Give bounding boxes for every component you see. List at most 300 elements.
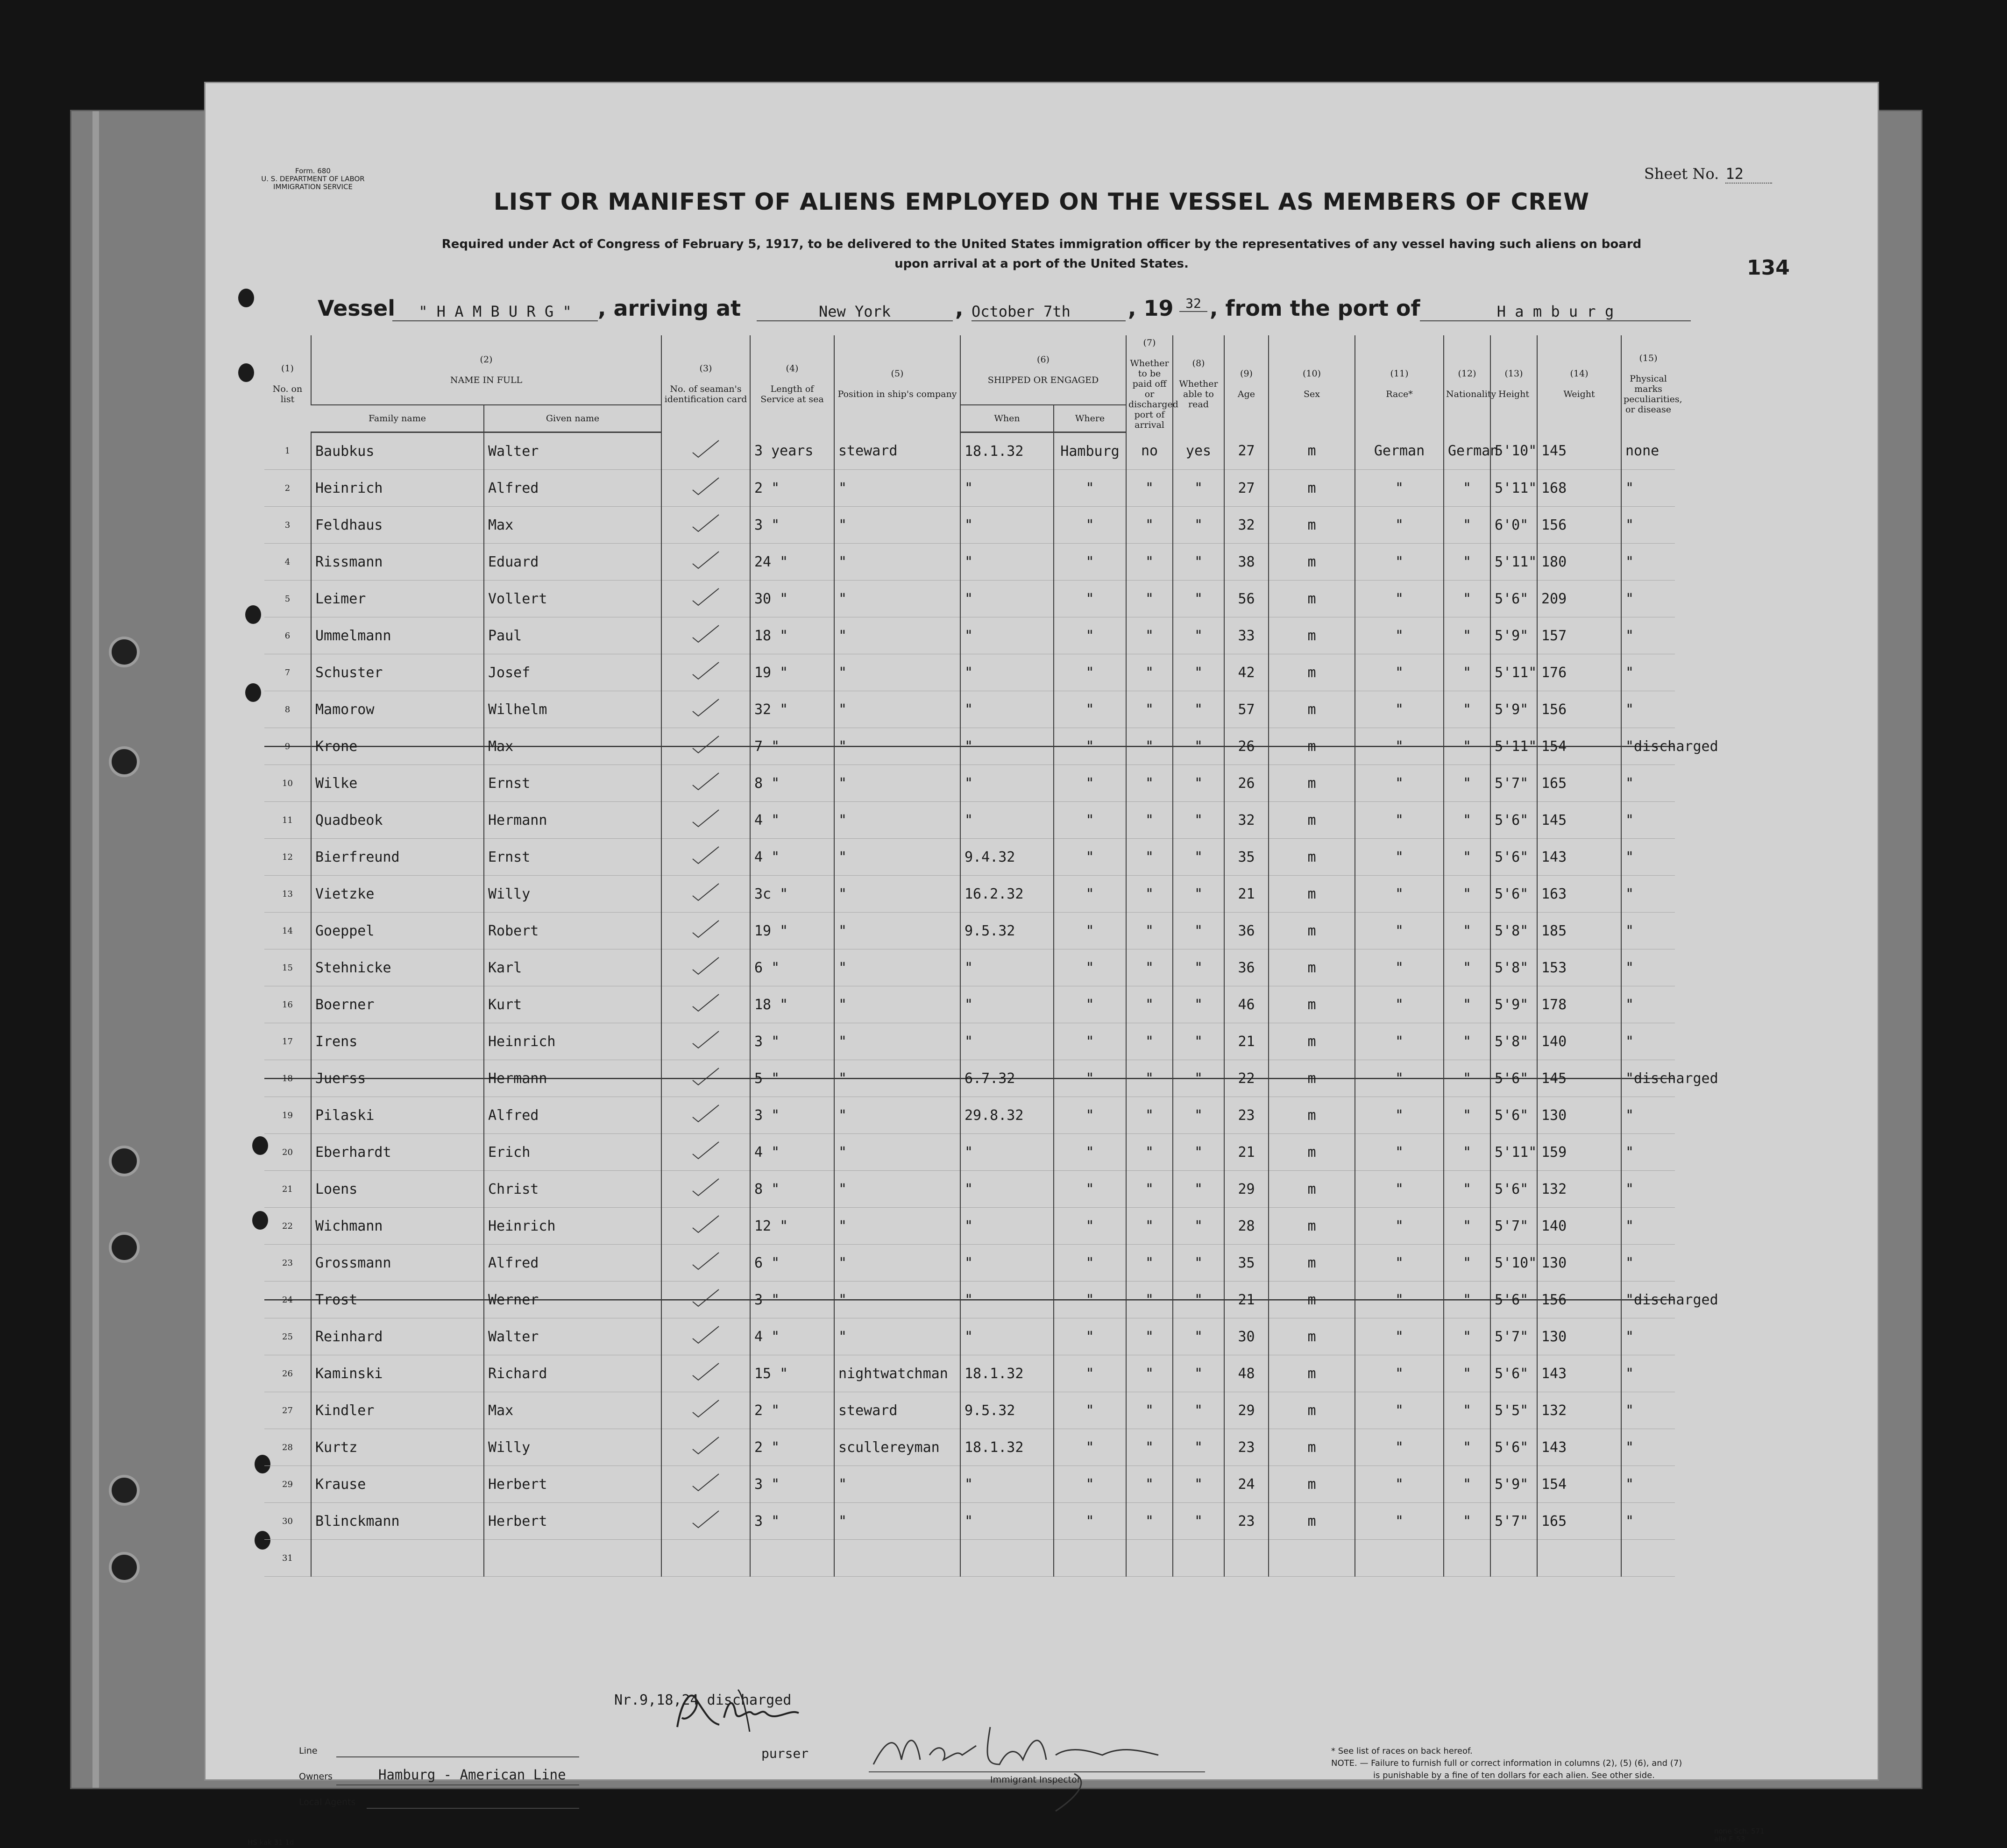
races-note: * See list of races on back hereof. — [1331, 1746, 1473, 1756]
shipped-when-cell: 9.5.32 — [960, 1392, 1054, 1429]
check-mark-icon — [692, 1104, 720, 1123]
id-card-check-cell — [661, 1466, 750, 1503]
given-name-cell: Heinrich — [484, 1208, 661, 1245]
header-paid-off: (7) Whether to be paid off or discharged port of arrival — [1126, 335, 1173, 432]
age-cell: 23 — [1224, 1097, 1269, 1134]
shipped-when-cell: 18.1.32 — [960, 432, 1054, 470]
height-cell: 5'6" — [1490, 1171, 1537, 1208]
paid-off-cell: " — [1126, 1245, 1173, 1282]
service-length-cell: 4 " — [750, 1134, 834, 1171]
height-cell: 5'6" — [1490, 581, 1537, 617]
header-position: (5) Position in ship's company — [834, 335, 960, 432]
paid-off-cell: " — [1126, 1134, 1173, 1171]
paid-off-cell: " — [1126, 1355, 1173, 1392]
id-card-check-cell — [661, 1208, 750, 1245]
departure-port: H a m b u r g — [1420, 303, 1691, 321]
table-row — [264, 876, 1675, 913]
position-cell: " — [834, 617, 960, 654]
weight-cell: 180 — [1537, 544, 1621, 581]
nationality-cell: " — [1444, 1134, 1490, 1171]
able-to-read-cell: " — [1173, 839, 1224, 876]
paid-off-cell: " — [1126, 1171, 1173, 1208]
family-name-cell: Krause — [311, 1466, 484, 1503]
physical-marks-cell: " — [1621, 1097, 1675, 1134]
sex-cell: m — [1269, 1355, 1355, 1392]
weight-cell: 132 — [1537, 1171, 1621, 1208]
age-cell: 33 — [1224, 617, 1269, 654]
given-name-cell: Vollert — [484, 581, 661, 617]
sex-cell: m — [1269, 949, 1355, 986]
position-cell: " — [834, 544, 960, 581]
age-cell: 21 — [1224, 1023, 1269, 1060]
height-cell: 5'9" — [1490, 986, 1537, 1023]
sex-cell: m — [1269, 1171, 1355, 1208]
paid-off-cell: " — [1126, 986, 1173, 1023]
sex-cell: m — [1269, 1134, 1355, 1171]
table-row — [264, 1245, 1675, 1282]
physical-marks-cell: " — [1621, 507, 1675, 544]
nationality-cell: " — [1444, 765, 1490, 802]
sex-cell: m — [1269, 1097, 1355, 1134]
race-cell: " — [1355, 617, 1444, 654]
race-cell: " — [1355, 1503, 1444, 1540]
given-name-cell: Ernst — [484, 765, 661, 802]
row-number-cell: 21 — [264, 1171, 311, 1208]
sex-cell: m — [1269, 1060, 1355, 1097]
weight-cell: 143 — [1537, 1355, 1621, 1392]
print-code: HS kak 31 1d — [248, 1838, 294, 1847]
vessel-name: " H A M B U R G " — [392, 303, 598, 321]
shipped-when-cell: 6.7.32 — [960, 1060, 1054, 1097]
weight-cell: 140 — [1537, 1023, 1621, 1060]
table-row — [264, 691, 1675, 728]
physical-marks-cell: "discharged — [1621, 1060, 1675, 1097]
sex-cell: m — [1269, 1245, 1355, 1282]
row-number-cell: 22 — [264, 1208, 311, 1245]
table-row — [264, 839, 1675, 876]
paid-off-cell: no — [1126, 432, 1173, 470]
header-race: (11) Race* — [1355, 335, 1444, 432]
row-number-cell: 20 — [264, 1134, 311, 1171]
shipped-where-cell: " — [1054, 1392, 1126, 1429]
table-row — [264, 1429, 1675, 1466]
shipped-when-cell: 9.4.32 — [960, 839, 1054, 876]
service-length-cell: 12 " — [750, 1208, 834, 1245]
row-number-cell: 4 — [264, 544, 311, 581]
arrival-date: October 7th — [972, 303, 1126, 321]
able-to-read-cell: " — [1173, 1503, 1224, 1540]
service-length-cell: 3 " — [750, 1282, 834, 1318]
nationality-cell: " — [1444, 654, 1490, 691]
id-card-check-cell — [661, 1245, 750, 1282]
check-mark-icon — [692, 1178, 720, 1197]
position-cell: " — [834, 691, 960, 728]
paid-off-cell: " — [1126, 765, 1173, 802]
shipped-where-cell: " — [1054, 986, 1126, 1023]
weight-cell: 130 — [1537, 1318, 1621, 1355]
row-number-cell: 5 — [264, 581, 311, 617]
check-mark-icon — [692, 551, 720, 569]
service-length-cell: 6 " — [750, 949, 834, 986]
sex-cell: m — [1269, 765, 1355, 802]
service-length-cell: 3 " — [750, 1466, 834, 1503]
weight-cell: 153 — [1537, 949, 1621, 986]
header-family-name: Family name — [311, 405, 484, 432]
form-number-block — [248, 167, 378, 191]
given-name-cell: Max — [484, 507, 661, 544]
physical-marks-cell — [1621, 1540, 1675, 1577]
position-cell: " — [834, 1060, 960, 1097]
table-row — [264, 765, 1675, 802]
weight-cell: 185 — [1537, 913, 1621, 949]
shipped-where-cell: " — [1054, 1466, 1126, 1503]
weight-cell: 145 — [1537, 802, 1621, 839]
family-name-cell: Ummelmann — [311, 617, 484, 654]
race-cell: German — [1355, 432, 1444, 470]
shipped-when-cell: 9.5.32 — [960, 913, 1054, 949]
given-name-cell: Eduard — [484, 544, 661, 581]
given-name-cell: Paul — [484, 617, 661, 654]
able-to-read-cell: " — [1173, 507, 1224, 544]
height-cell: 5'11" — [1490, 654, 1537, 691]
check-mark-icon — [692, 514, 720, 532]
able-to-read-cell: " — [1173, 1466, 1224, 1503]
check-mark-icon — [692, 883, 720, 901]
physical-marks-cell: " — [1621, 802, 1675, 839]
height-cell: 5'6" — [1490, 876, 1537, 913]
height-cell: 5'7" — [1490, 765, 1537, 802]
shipped-where-cell: " — [1054, 1171, 1126, 1208]
id-card-check-cell — [661, 581, 750, 617]
sex-cell: m — [1269, 1503, 1355, 1540]
shipped-when-cell: " — [960, 1466, 1054, 1503]
paid-off-cell: " — [1126, 1429, 1173, 1466]
id-card-check-cell — [661, 1171, 750, 1208]
service-length-cell: 2 " — [750, 1392, 834, 1429]
arriving-port: New York — [757, 303, 953, 321]
height-cell: 5'11" — [1490, 728, 1537, 765]
header-no-on-list: (1) No. on list — [272, 363, 303, 404]
able-to-read-cell: " — [1173, 581, 1224, 617]
nationality-cell: " — [1444, 1245, 1490, 1282]
sex-cell: m — [1269, 728, 1355, 765]
able-to-read-cell: " — [1173, 1060, 1224, 1097]
sex-cell: m — [1269, 507, 1355, 544]
id-card-check-cell — [661, 728, 750, 765]
nationality-cell: " — [1444, 802, 1490, 839]
shipped-when-cell: " — [960, 728, 1054, 765]
subtitle-line-1: Required under Act of Congress of February 5, 1917, to be delivered to the United States immigration officer by the representatives of any vessel having such aliens on board — [441, 237, 1642, 251]
shipped-where-cell: " — [1054, 839, 1126, 876]
shipped-when-cell: " — [960, 1023, 1054, 1060]
table-row — [264, 1318, 1675, 1355]
given-name-cell: Erich — [484, 1134, 661, 1171]
race-cell: " — [1355, 1060, 1444, 1097]
check-mark-icon — [692, 1473, 720, 1492]
given-name-cell: Walter — [484, 1318, 661, 1355]
table-row — [264, 913, 1675, 949]
sex-cell: m — [1269, 913, 1355, 949]
check-mark-icon — [692, 772, 720, 791]
physical-marks-cell: " — [1621, 1466, 1675, 1503]
table-row — [264, 1023, 1675, 1060]
nationality-cell: " — [1444, 1503, 1490, 1540]
table-row — [264, 1134, 1675, 1171]
nationality-cell: " — [1444, 1466, 1490, 1503]
nationality-cell: " — [1444, 581, 1490, 617]
shipped-where-cell: " — [1054, 1060, 1126, 1097]
height-cell: 5'7" — [1490, 1208, 1537, 1245]
height-cell: 5'10" — [1490, 432, 1537, 470]
age-cell: 38 — [1224, 544, 1269, 581]
row-number-cell: 30 — [264, 1503, 311, 1540]
family-name-cell: Heinrich — [311, 470, 484, 507]
height-cell: 5'6" — [1490, 1355, 1537, 1392]
shipped-where-cell: " — [1054, 1208, 1126, 1245]
race-cell: " — [1355, 913, 1444, 949]
race-cell: " — [1355, 1208, 1444, 1245]
row-number-cell: 17 — [264, 1023, 311, 1060]
id-card-check-cell — [661, 913, 750, 949]
sex-cell: m — [1269, 432, 1355, 470]
sex-cell: m — [1269, 581, 1355, 617]
shipped-where-cell: " — [1054, 1429, 1126, 1466]
given-name-cell: Hermann — [484, 1060, 661, 1097]
row-number-cell: 29 — [264, 1466, 311, 1503]
age-cell: 28 — [1224, 1208, 1269, 1245]
shipped-when-cell: " — [960, 765, 1054, 802]
nationality-cell: " — [1444, 1282, 1490, 1318]
physical-marks-cell: " — [1621, 1208, 1675, 1245]
owners-label: Owners — [299, 1771, 333, 1782]
able-to-read-cell: " — [1173, 1023, 1224, 1060]
nationality-cell: " — [1444, 1060, 1490, 1097]
shipped-where-cell: " — [1054, 765, 1126, 802]
id-card-check-cell — [661, 470, 750, 507]
row-number-cell: 19 — [264, 1097, 311, 1134]
nationality-cell: " — [1444, 1392, 1490, 1429]
age-cell: 32 — [1224, 802, 1269, 839]
header-id-card: (3) No. of seaman's identification card — [661, 335, 750, 432]
service-length-cell: 3 " — [750, 507, 834, 544]
height-cell: 5'8" — [1490, 1023, 1537, 1060]
age-cell: 24 — [1224, 1466, 1269, 1503]
position-cell: " — [834, 1466, 960, 1503]
sex-cell: m — [1269, 1466, 1355, 1503]
nationality-cell: " — [1444, 507, 1490, 544]
height-cell: 5'8" — [1490, 949, 1537, 986]
race-cell: " — [1355, 876, 1444, 913]
id-card-check-cell — [661, 1282, 750, 1318]
family-name-cell: Mamorow — [311, 691, 484, 728]
height-cell: 5'7" — [1490, 1503, 1537, 1540]
able-to-read-cell: " — [1173, 765, 1224, 802]
able-to-read-cell: " — [1173, 1245, 1224, 1282]
vessel-label: Vessel — [318, 296, 396, 321]
nationality-cell: German — [1444, 432, 1490, 470]
sex-cell: m — [1269, 617, 1355, 654]
id-card-check-cell — [661, 544, 750, 581]
table-row — [264, 470, 1675, 507]
given-name-cell: Robert — [484, 913, 661, 949]
race-cell: " — [1355, 1466, 1444, 1503]
service-length-cell: 30 " — [750, 581, 834, 617]
service-length-cell: 15 " — [750, 1355, 834, 1392]
paid-off-cell: " — [1126, 507, 1173, 544]
position-cell: " — [834, 876, 960, 913]
id-card-check-cell — [661, 986, 750, 1023]
nationality-cell: " — [1444, 691, 1490, 728]
check-mark-icon — [692, 1362, 720, 1381]
family-name-cell: Quadbeok — [311, 802, 484, 839]
service-length-cell: 19 " — [750, 913, 834, 949]
header-weight: (14) Weight — [1537, 335, 1621, 432]
table-row — [264, 654, 1675, 691]
physical-marks-cell: " — [1621, 765, 1675, 802]
shipped-where-cell: " — [1054, 1318, 1126, 1355]
able-to-read-cell: " — [1173, 1355, 1224, 1392]
header-given-name: Given name — [484, 405, 661, 432]
race-cell: " — [1355, 507, 1444, 544]
header-shipped-or-engaged: (6) SHIPPED OR ENGAGED — [960, 335, 1126, 405]
race-cell: " — [1355, 802, 1444, 839]
inspector-label: Immigrant Inspector. — [990, 1775, 1083, 1785]
weight-cell: 130 — [1537, 1245, 1621, 1282]
able-to-read-cell: " — [1173, 913, 1224, 949]
table-row — [264, 432, 1675, 470]
family-name-cell: Blinckmann — [311, 1503, 484, 1540]
position-cell: " — [834, 1023, 960, 1060]
paid-off-cell: " — [1126, 949, 1173, 986]
shipped-when-cell: " — [960, 544, 1054, 581]
physical-marks-cell: " — [1621, 1355, 1675, 1392]
paid-off-cell: " — [1126, 802, 1173, 839]
family-name-cell: Reinhard — [311, 1318, 484, 1355]
position-cell: " — [834, 507, 960, 544]
race-cell: " — [1355, 1023, 1444, 1060]
shipped-where-cell: " — [1054, 949, 1126, 986]
row-number-cell: 13 — [264, 876, 311, 913]
family-name-cell — [311, 1540, 484, 1577]
service-length-cell: 3 " — [750, 1097, 834, 1134]
paid-off-cell: " — [1126, 1023, 1173, 1060]
able-to-read-cell: " — [1173, 1208, 1224, 1245]
table-row — [264, 544, 1675, 581]
height-cell: 5'6" — [1490, 1060, 1537, 1097]
weight-cell: 140 — [1537, 1208, 1621, 1245]
family-name-cell: Wilke — [311, 765, 484, 802]
shipped-where-cell: " — [1054, 691, 1126, 728]
sex-cell: m — [1269, 839, 1355, 876]
age-cell: 35 — [1224, 1245, 1269, 1282]
service-length-cell: 7 " — [750, 728, 834, 765]
header-name-in-full: (2) NAME IN FULL — [311, 335, 661, 405]
nationality-cell: " — [1444, 544, 1490, 581]
line-field — [336, 1756, 579, 1757]
row-number-cell: 3 — [264, 507, 311, 544]
position-cell: steward — [834, 432, 960, 470]
able-to-read-cell: " — [1173, 1429, 1224, 1466]
paid-off-cell: " — [1126, 581, 1173, 617]
paid-off-cell: " — [1126, 1392, 1173, 1429]
position-cell: " — [834, 470, 960, 507]
table-row — [264, 507, 1675, 544]
family-name-cell: Loens — [311, 1171, 484, 1208]
corner-code-1: none Sch. 571 — [1714, 1827, 1765, 1835]
height-cell: 5'8" — [1490, 913, 1537, 949]
position-cell: nightwatchman — [834, 1355, 960, 1392]
paid-off-cell: " — [1126, 1503, 1173, 1540]
id-card-check-cell — [661, 1097, 750, 1134]
sex-cell: m — [1269, 1282, 1355, 1318]
sex-cell: m — [1269, 654, 1355, 691]
given-name-cell: Christ — [484, 1171, 661, 1208]
age-cell: 21 — [1224, 1134, 1269, 1171]
given-name-cell: Alfred — [484, 1245, 661, 1282]
shipped-where-cell: " — [1054, 1245, 1126, 1282]
id-card-check-cell — [661, 802, 750, 839]
age-cell: 22 — [1224, 1060, 1269, 1097]
header-sex: (10) Sex — [1269, 335, 1355, 432]
age-cell: 27 — [1224, 432, 1269, 470]
weight-cell: 163 — [1537, 876, 1621, 913]
sex-cell: m — [1269, 1023, 1355, 1060]
race-cell — [1355, 1540, 1444, 1577]
header-length-service: (4) Length of Service at sea — [750, 335, 834, 432]
paid-off-cell: " — [1126, 617, 1173, 654]
shipped-when-cell: " — [960, 1208, 1054, 1245]
row-number-cell: 26 — [264, 1355, 311, 1392]
physical-marks-cell: " — [1621, 1134, 1675, 1171]
height-cell: 6'0" — [1490, 507, 1537, 544]
id-card-check-cell — [661, 1540, 750, 1577]
shipped-where-cell: " — [1054, 617, 1126, 654]
height-cell: 5'6" — [1490, 1429, 1537, 1466]
row-number-cell: 9 — [264, 728, 311, 765]
paid-off-cell: " — [1126, 1097, 1173, 1134]
race-cell: " — [1355, 654, 1444, 691]
corner-code-2: alle F. 53 — [1714, 1835, 1745, 1843]
weight-cell: 145 — [1537, 432, 1621, 470]
height-cell: 5'10" — [1490, 1245, 1537, 1282]
height-cell: 5'9" — [1490, 1466, 1537, 1503]
local-agents-label: Local Agents — [299, 1797, 356, 1807]
shipped-where-cell: " — [1054, 1355, 1126, 1392]
table-row — [264, 581, 1675, 617]
check-mark-icon — [692, 1289, 720, 1307]
check-mark-icon — [692, 956, 720, 975]
age-cell: 57 — [1224, 691, 1269, 728]
table-row — [264, 1355, 1675, 1392]
table-row — [264, 949, 1675, 986]
check-mark-icon — [692, 735, 720, 754]
sheet-number-label: Sheet No. — [1644, 165, 1719, 183]
age-cell: 35 — [1224, 839, 1269, 876]
paid-off-cell: " — [1126, 839, 1173, 876]
nationality-cell: " — [1444, 1097, 1490, 1134]
shipped-when-cell: " — [960, 1134, 1054, 1171]
punch-hole-icon — [245, 605, 261, 624]
shipped-when-cell: " — [960, 691, 1054, 728]
header-when: When — [960, 405, 1054, 432]
shipped-when-cell — [960, 1540, 1054, 1577]
position-cell: " — [834, 1282, 960, 1318]
paid-off-cell: " — [1126, 1060, 1173, 1097]
shipped-when-cell: " — [960, 507, 1054, 544]
department-name: U. S. DEPARTMENT OF LABOR — [261, 175, 365, 183]
sheet-number — [1644, 165, 1772, 184]
position-cell: " — [834, 765, 960, 802]
